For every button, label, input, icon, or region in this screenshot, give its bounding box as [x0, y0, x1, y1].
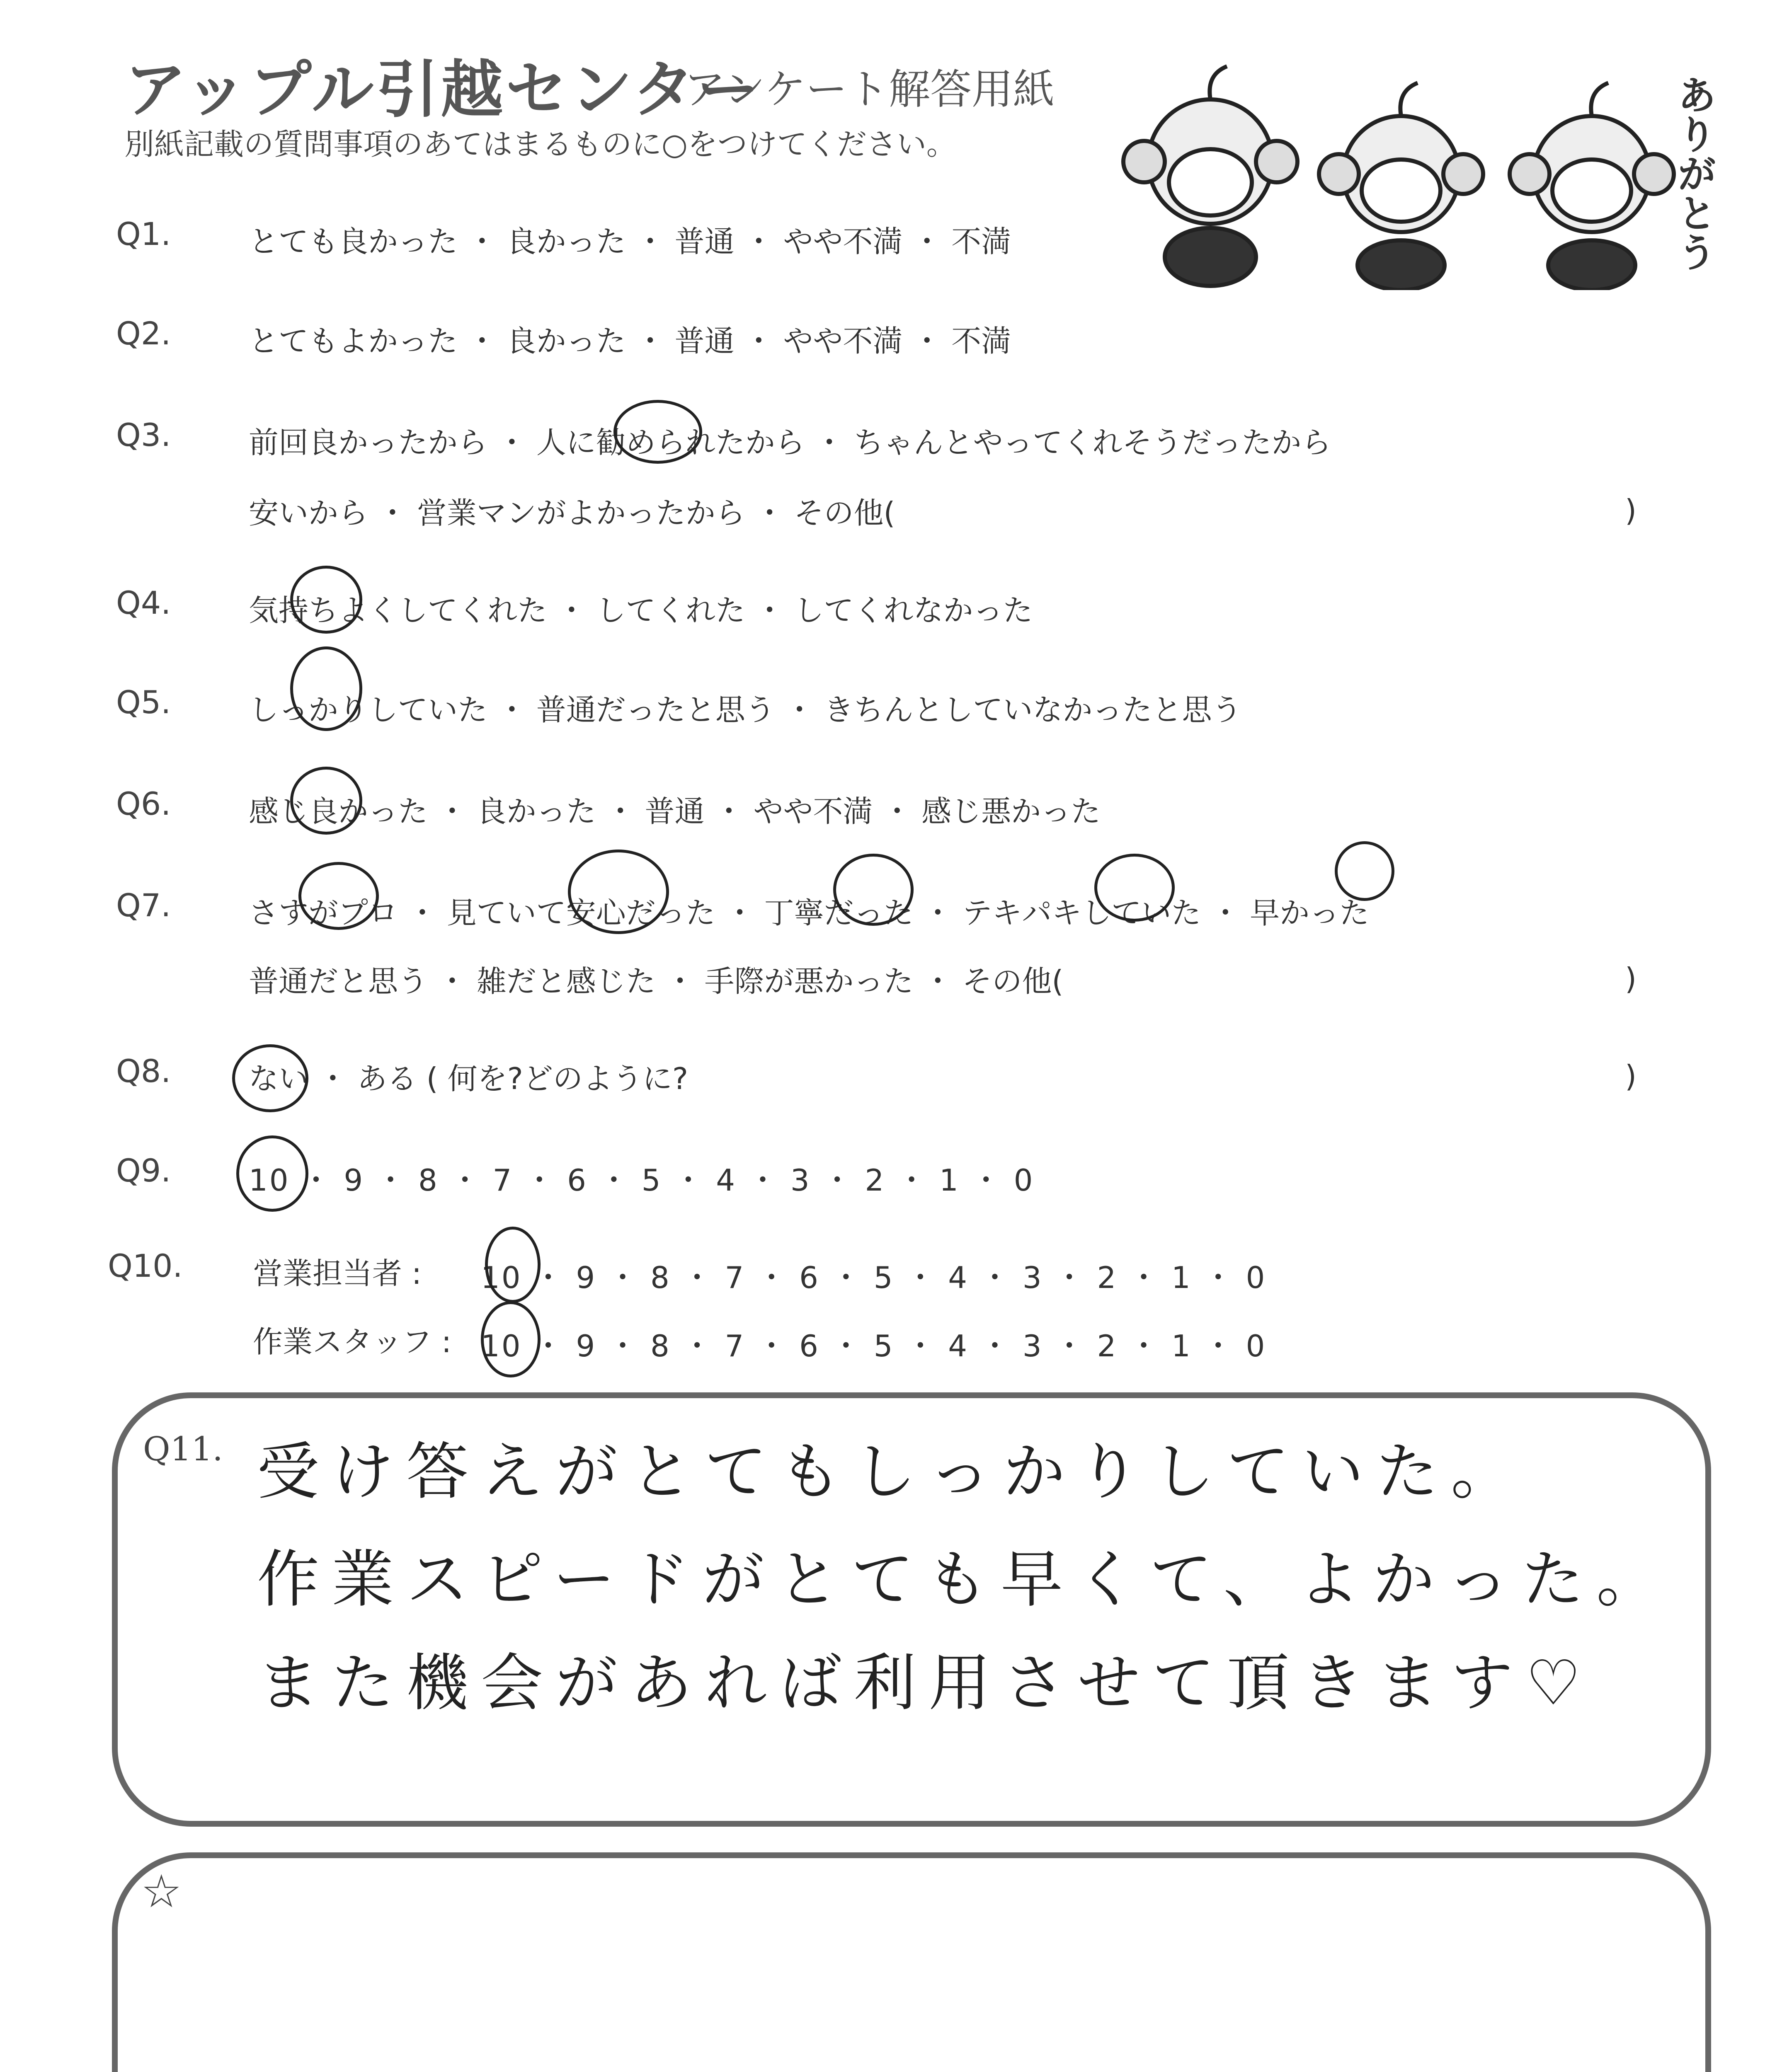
q11-comment-line-2: 作業スピードがとても早くて、よかった。: [257, 1544, 1671, 1616]
thanks-text: ありがとう: [1671, 75, 1717, 271]
q8-answer-circle: [232, 1044, 308, 1112]
q11-label: Q11.: [143, 1430, 223, 1468]
q3-options-line1: 前回良かったから ・ 人に勧められたから ・ ちゃんとやってくれそうだったから: [249, 425, 1331, 460]
q6-answer-circle: [290, 767, 362, 835]
q4-options: 気持ちよくしてくれた ・ してくれた ・ してくれなかった: [249, 593, 1033, 628]
q5-answer-circle: [290, 646, 362, 731]
q7-answer-circle-5: [1335, 841, 1394, 901]
q11-comment-line-1: 受け答えがとてもしっかりしていた。: [257, 1436, 1526, 1508]
q10-sales-label: 営業担当者 :: [253, 1256, 422, 1291]
q6-options: 感じ良かった ・ 良かった ・ 普通 ・ やや不満 ・ 感じ悪かった: [249, 794, 1101, 829]
q8-label: Q8.: [116, 1053, 171, 1089]
star-comment-box: [112, 1852, 1711, 2072]
q4-answer-circle: [290, 566, 362, 634]
q3-options-line2: 安いから ・ 営業マンがよかったから ・ その他(: [249, 496, 895, 530]
q9-label: Q9.: [116, 1152, 171, 1189]
q1-options: とても良かった ・ 良かった ・ 普通 ・ やや不満 ・ 不満: [249, 224, 1011, 259]
q10-staff-answer-circle: [481, 1301, 541, 1377]
q5-options: しっかりしていた ・ 普通だったと思う ・ きちんとしていなかったと思う: [249, 692, 1242, 727]
q2-label: Q2.: [116, 315, 171, 352]
q6-label: Q6.: [116, 785, 171, 822]
q3-answer-circle: [613, 400, 702, 464]
q7-label: Q7.: [116, 887, 171, 924]
form-title: アップル引越センター: [124, 54, 762, 126]
q10-staff-scale: 10 ・ 9 ・ 8 ・ 7 ・ 6 ・ 5 ・ 4 ・ 3 ・ 2 ・ 1 ・ 0: [481, 1329, 1267, 1363]
q8-close-paren: ): [1625, 1059, 1637, 1094]
q7-answer-circle-3: [833, 854, 914, 926]
form-subtitle: アンケート解答用紙: [684, 65, 1055, 114]
mascot-illustration: [1119, 58, 1733, 290]
q3-label: Q3.: [116, 416, 171, 453]
q11-comment-line-3: また機会があれば利用させて頂きます♡: [257, 1647, 1594, 1719]
q7-options-line2: 普通だと思う ・ 雑だと感じた ・ 手際が悪かった ・ その他(: [249, 964, 1064, 999]
q7-close-paren: ): [1625, 961, 1637, 996]
q9-scale: 10 ・ 9 ・ 8 ・ 7 ・ 6 ・ 5 ・ 4 ・ 3 ・ 2 ・ 1 ・ 0: [249, 1163, 1035, 1198]
q8-options: ない ・ ある ( 何を?どのように?: [249, 1061, 689, 1096]
q9-answer-circle: [236, 1135, 308, 1212]
q7-answer-circle-2: [568, 850, 669, 934]
q10-label: Q10.: [108, 1247, 183, 1284]
q7-options-line1: さすがプロ ・ 見ていて安心だった ・ 丁寧だった ・ テキパキしていた ・ 早かった: [249, 896, 1370, 930]
q1-label: Q1.: [116, 215, 171, 252]
q5-label: Q5.: [116, 684, 171, 721]
star-icon: ☆: [141, 1865, 182, 1918]
q10-sales-scale: 10 ・ 9 ・ 8 ・ 7 ・ 6 ・ 5 ・ 4 ・ 3 ・ 2 ・ 1 ・ 0: [481, 1260, 1267, 1295]
q7-answer-circle-1: [298, 862, 379, 930]
q2-options: とてもよかった ・ 良かった ・ 普通 ・ やや不満 ・ 不満: [249, 324, 1011, 358]
q4-label: Q4.: [116, 584, 171, 621]
q10-staff-label: 作業スタッフ :: [253, 1324, 452, 1359]
instruction-text: 別紙記載の質問事項のあてはまるものに○をつけてください。: [124, 127, 956, 162]
q10-sales-answer-circle: [485, 1227, 541, 1303]
q7-answer-circle-4: [1094, 854, 1175, 922]
q3-close-paren: ): [1625, 493, 1637, 528]
